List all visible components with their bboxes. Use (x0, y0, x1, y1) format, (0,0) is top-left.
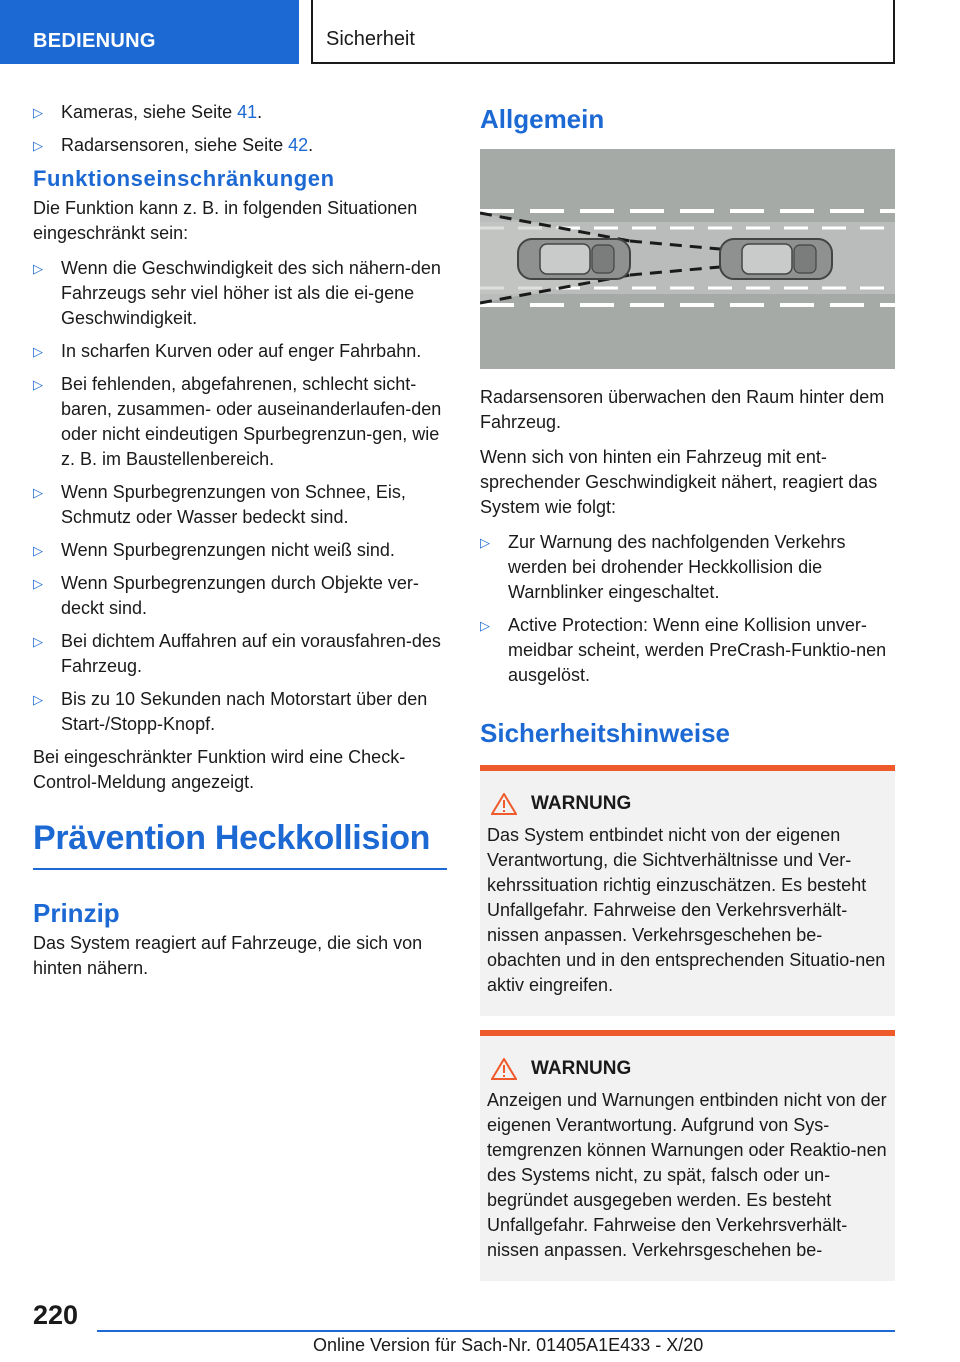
list-item: ▷ Bis zu 10 Sekunden nach Motorstart über den Start-/Stopp-Knopf. (33, 689, 428, 734)
section-tab: BEDIENUNG (0, 0, 299, 64)
warning-triangle-icon (491, 1058, 517, 1080)
reactions-list (480, 530, 895, 688)
limits-list (33, 256, 447, 737)
online-version-text: Online Version für Sach-Nr. 01405A1E433 - X/20 (313, 1335, 704, 1355)
left-column (33, 100, 447, 991)
general-text-1: Radarsensoren überwachen den Raum hinter dem Fahrzeug. (480, 387, 885, 432)
triangle-bullet-icon: ▷ (33, 261, 43, 276)
list-item: ▷ Wenn die Geschwindigkeit des sich nähern‐den Fahrzeugs sehr viel höher ist als die ei‐gene Geschwindigkeit. (33, 258, 441, 328)
warning-text: Das System entbindet nicht von der eigenen Verantwortung, die Sichtverhältnisse und Ver‐kehrssituation richtig einzuschätzen. Es besteht Unfallgefahr. Fahrweise den Verkehrsverhält‐nissen anpassen. Verkehrsgeschehen be‐obachten und in den entsprechenden Situatio‐nen aktiv eingreifen. (487, 825, 886, 995)
list-item: ▷ In scharfen Kurven oder auf enger Fahrbahn. (33, 339, 447, 364)
principle-heading: Prinzip (33, 898, 120, 928)
warning-triangle-icon (491, 793, 517, 815)
triangle-bullet-icon: ▷ (33, 485, 43, 500)
rear-collision-illustration (480, 149, 895, 369)
general-text-2: Wenn sich von hinten ein Fahrzeug mit ent‐sprechender Geschwindigkeit nähert, reagiert das System wie folgt: (480, 447, 878, 517)
list-item: ▷ Kameras, siehe Seite 41. (33, 100, 447, 125)
triangle-bullet-icon: ▷ (33, 543, 43, 558)
list-item: ▷ Wenn Spurbegrenzungen von Schnee, Eis, Schmutz oder Wasser bedeckt sind. (33, 482, 406, 527)
list-item: ▷ Wenn Spurbegrenzungen durch Objekte ver‐deckt sind. (33, 573, 419, 618)
triangle-bullet-icon: ▷ (33, 634, 43, 649)
car-icon (518, 239, 630, 279)
triangle-bullet-icon: ▷ (33, 377, 43, 392)
warning-label: WARNUNG (531, 1058, 632, 1079)
triangle-bullet-icon: ▷ (33, 138, 43, 153)
main-heading: Prävention Heckkollision (33, 819, 447, 870)
triangle-bullet-icon: ▷ (33, 576, 43, 591)
road-diagram (480, 149, 895, 369)
triangle-bullet-icon: ▷ (33, 105, 43, 120)
camera-radar-list (33, 100, 447, 158)
safety-heading: Sicherheitshinweise (480, 718, 730, 748)
page-link[interactable]: 41 (237, 102, 258, 122)
list-item: ▷ Bei dichtem Auffahren auf ein vorausfahren‐des Fahrzeug. (33, 631, 441, 676)
triangle-bullet-icon: ▷ (33, 344, 43, 359)
footer-divider (97, 1330, 895, 1332)
chapter-title: Sicherheit (311, 0, 895, 64)
limits-note: Bei eingeschränkter Funktion wird eine Check-Control-Meldung angezeigt. (33, 747, 406, 792)
list-item: ▷ Zur Warnung des nachfolgenden Verkehrs werden bei drohender Heckkollision die Warnblinker eingeschaltet. (480, 532, 846, 602)
triangle-bullet-icon: ▷ (33, 692, 43, 707)
warning-box (480, 1030, 895, 1281)
triangle-bullet-icon: ▷ (480, 535, 490, 550)
limits-heading: Funktionseinschränkungen (33, 166, 335, 191)
limits-intro: Die Funktion kann z. B. in folgenden Situationen eingeschränkt sein: (33, 198, 418, 243)
warning-label: WARNUNG (531, 793, 632, 814)
list-item: ▷ Bei fehlenden, abgefahrenen, schlecht sicht‐baren, zusammen- oder auseinanderlaufen‐den oder nicht eindeutigen Spurbegrenzun‐gen, wie z. B. im Baustellenbereich. (33, 374, 442, 469)
right-column (480, 100, 895, 1295)
list-item: ▷ Wenn Spurbegrenzungen nicht weiß sind. (33, 538, 447, 563)
warning-text: Anzeigen und Warnungen entbinden nicht von der eigenen Verantwortung. Aufgrund von Sys‐temgrenzen können Warnungen oder Reaktio‐nen des Systems nicht, zu spät, falsch oder un‐begründet ausgegeben werden. Es besteht Unfallgefahr. Fahrweise den Verkehrsverhält‐nissen anpassen. Verkehrsgeschehen be‐ (487, 1090, 887, 1260)
car-icon (720, 239, 832, 279)
principle-text: Das System reagiert auf Fahrzeuge, die sich von hinten nähern. (33, 933, 423, 978)
page-link[interactable]: 42 (288, 135, 309, 155)
list-item: ▷ Active Protection: Wenn eine Kollision unver‐meidbar scheint, werden PreCrash-Funktio‐nen ausgelöst. (480, 615, 887, 685)
page-number: 220 (33, 1300, 79, 1330)
general-heading: Allgemein (480, 104, 605, 134)
list-item: ▷ Radarsensoren, siehe Seite 42. (33, 133, 447, 158)
triangle-bullet-icon: ▷ (480, 618, 490, 633)
warning-box (480, 765, 895, 1016)
